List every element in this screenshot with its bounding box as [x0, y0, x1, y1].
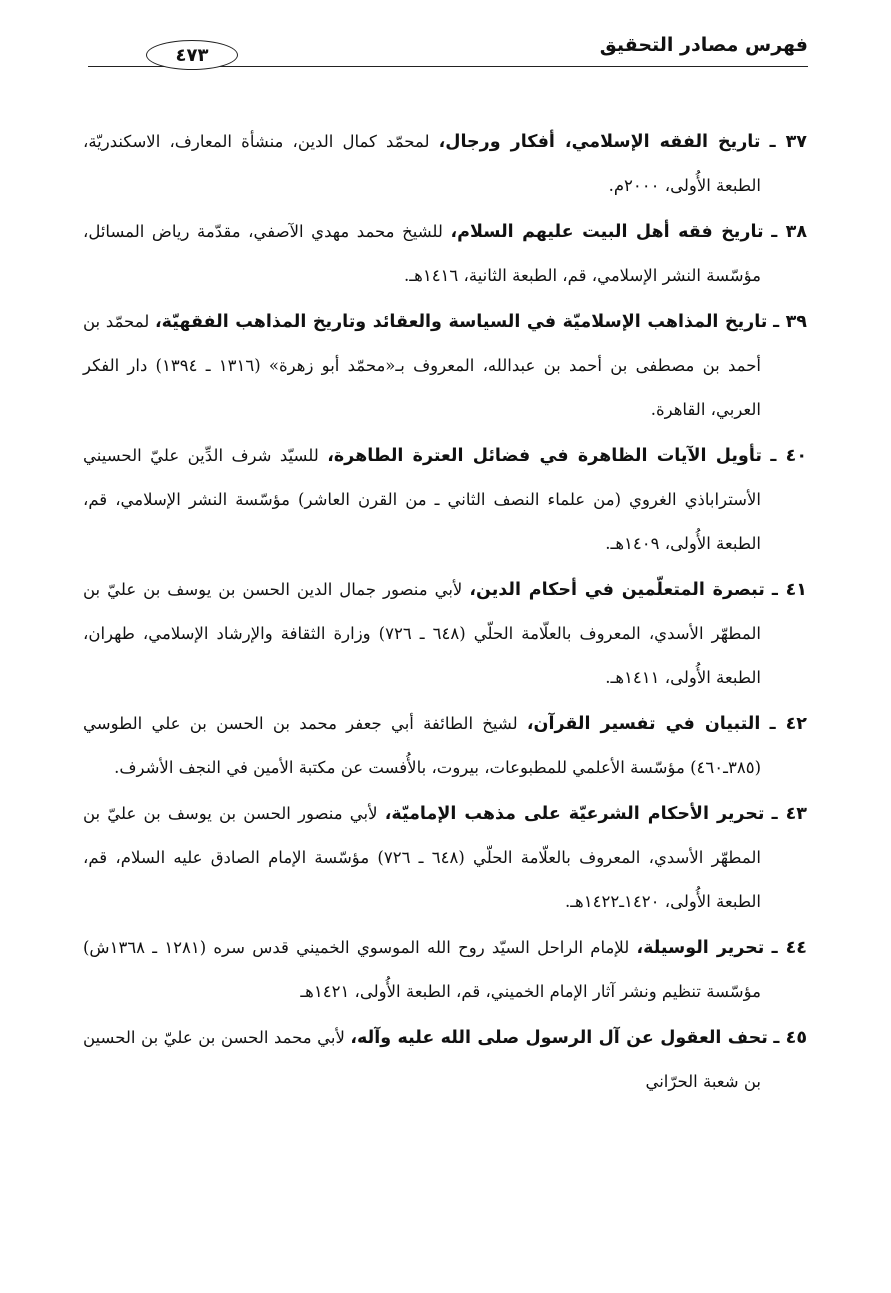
bibliography-entry-40: [83, 434, 807, 566]
entry-title: تحرير الوسيلة،: [636, 938, 765, 958]
entry-number: ٤٥ ـ: [773, 1028, 808, 1048]
entry-number: ٤٣ ـ: [771, 804, 807, 824]
entry-number: ٤٢ ـ: [769, 714, 807, 734]
entry-details: للشيخ محمد مهدي الآصفي، مقدّمة رياض المسائل، مؤسّسة النشر الإسلامي، قم، الطبعة الثانية، ١٤١٦هـ.: [83, 222, 761, 285]
entry-details: لأبي محمد الحسن بن عليّ بن الحسين بن شعبة الحرّاني: [83, 1028, 761, 1091]
entry-number: ٤٤ ـ: [771, 938, 807, 958]
entry-details: للإمام الراحل السيّد روح الله الموسوي الخميني قدس سره (١٢٨١ ـ ١٣٦٨ش) مؤسّسة تنظيم ونشر آثار الإمام الخميني، قم، الطبعة الأُولى، ١٤٢١هـ: [83, 938, 761, 1001]
bibliography-entry-39: [83, 300, 807, 432]
bibliography-list: [83, 120, 807, 1106]
bibliography-entry-37: [83, 120, 807, 208]
entry-number: ٣٩ ـ: [773, 312, 807, 332]
entry-number: ٣٧ ـ: [769, 132, 807, 152]
entry-details: لأبي منصور الحسن بن يوسف بن عليّ بن المطهّر الأسدي، المعروف بالعلّامة الحلّي (٦٤٨ ـ ٧٢٦) مؤسّسة الإمام الصادق عليه السلام، قم، الطبعة الأُولى، ١٤٢٠ـ١٤٢٢هـ.: [83, 804, 761, 911]
entry-number: ٤١ ـ: [771, 580, 807, 600]
bibliography-entry-43: [83, 792, 807, 924]
entry-details: للسيّد شرف الدِّين عليّ الحسيني الأستراباذي الغروي (من علماء النصف الثاني ـ من القرن العاشر) مؤسّسة النشر الإسلامي، قم، الطبعة الأُولى، ١٤٠٩هـ.: [83, 446, 761, 553]
entry-number: ٣٨ ـ: [771, 222, 808, 242]
entry-details: لشيخ الطائفة أبي جعفر محمد بن الحسن بن علي الطوسي (٣٨٥ـ٤٦٠) مؤسّسة الأعلمي للمطبوعات، بيروت، بالأُفست عن مكتبة الأمين في النجف الأشرف.: [83, 714, 761, 777]
entry-title: تحف العقول عن آل الرسول صلى الله عليه وآله،: [350, 1028, 768, 1048]
entry-number: ٤٠ ـ: [770, 446, 808, 466]
running-head-title: فهرس مصادر التحقيق: [599, 34, 808, 56]
entry-title: تاريخ الفقه الإسلامي، أفكار ورجال،: [438, 132, 761, 152]
bibliography-entry-42: [83, 702, 807, 790]
entry-title: تحرير الأحكام الشرعيّة على مذهب الإماميّة،: [384, 804, 765, 824]
bibliography-entry-44: [83, 926, 807, 1014]
entry-details: لأبي منصور جمال الدين الحسن بن يوسف بن عليّ بن المطهّر الأسدي، المعروف بالعلّامة الحلّي (٦٤٨ ـ ٧٢٦) وزارة الثقافة والإرشاد الإسلامي، طهران، الطبعة الأُولى، ١٤١١هـ.: [83, 580, 761, 687]
page-number-badge: ٤٧٣: [146, 40, 238, 70]
page-header: [88, 30, 808, 72]
bibliography-entry-45: [83, 1016, 807, 1104]
bibliography-entry-38: [83, 210, 807, 298]
entry-title: تاريخ المذاهب الإسلاميّة في السياسة والعقائد وتاريخ المذاهب الفقهيّة،: [155, 312, 768, 332]
entry-title: تأويل الآيات الظاهرة في فضائل العترة الطاهرة،: [327, 446, 762, 466]
entry-details: لمحمّد كمال الدين، منشأة المعارف، الاسكندريّة، الطبعة الأُولى، ٢٠٠٠م.: [83, 132, 761, 195]
entry-details: لمحمّد بن أحمد بن مصطفى بن أحمد بن عبدالله، المعروف بـ«محمّد أبو زهرة» (١٣١٦ ـ ١٣٩٤) دار الفكر العربي، القاهرة.: [83, 312, 761, 419]
entry-title: التبيان في تفسير القرآن،: [526, 714, 761, 734]
entry-title: تاريخ فقه أهل البيت عليهم السلام،: [450, 222, 764, 242]
bibliography-entry-41: [83, 568, 807, 700]
entry-title: تبصرة المتعلّمين في أحكام الدين،: [469, 580, 765, 600]
